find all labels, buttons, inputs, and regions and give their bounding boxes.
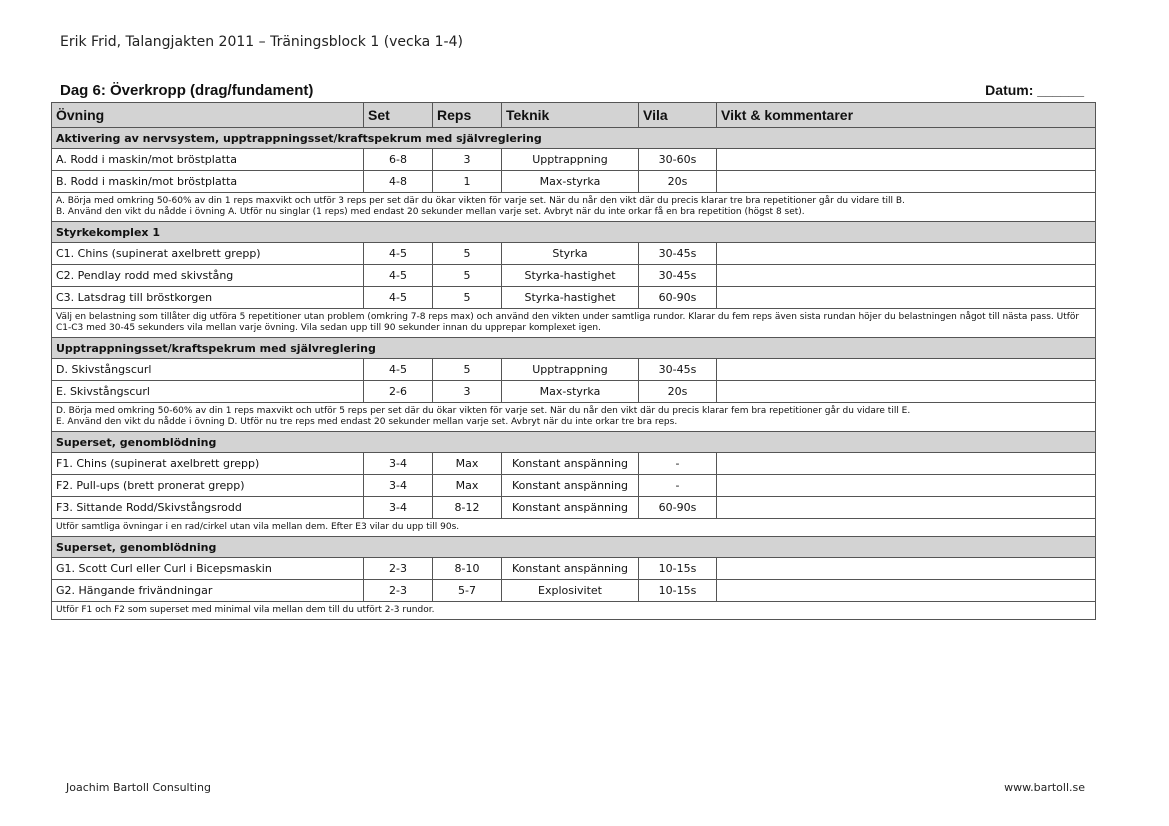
kommentar-cell	[717, 243, 1096, 265]
set-cell: 4-5	[364, 287, 433, 309]
exercise-name-cell: C3. Latsdrag till bröstkorgen	[52, 287, 364, 309]
exercise-name-cell: D. Skivstångscurl	[52, 359, 364, 381]
title-row	[60, 82, 1084, 102]
reps-cell: 5	[433, 287, 502, 309]
teknik-cell: Styrka-hastighet	[502, 265, 639, 287]
teknik-cell: Explosivitet	[502, 580, 639, 602]
reps-cell: 5-7	[433, 580, 502, 602]
section-title: Superset, genomblödning	[52, 432, 1096, 453]
exercise-name-cell: C1. Chins (supinerat axelbrett grepp)	[52, 243, 364, 265]
training-table	[51, 102, 1096, 620]
note-row	[52, 193, 1096, 222]
kommentar-cell	[717, 558, 1096, 580]
reps-cell: Max	[433, 453, 502, 475]
kommentar-cell	[717, 453, 1096, 475]
kommentar-cell	[717, 497, 1096, 519]
vila-cell: 20s	[639, 381, 717, 403]
reps-cell: 5	[433, 359, 502, 381]
column-header-reps: Reps	[433, 103, 502, 128]
date-field: Datum: ______	[985, 82, 1084, 98]
vila-cell: 10-15s	[639, 558, 717, 580]
set-cell: 4-5	[364, 359, 433, 381]
kommentar-cell	[717, 287, 1096, 309]
vila-cell: 60-90s	[639, 497, 717, 519]
section-title: Superset, genomblödning	[52, 537, 1096, 558]
page-title: Dag 6: Överkropp (drag/fundament)	[60, 82, 314, 99]
note-line: D. Börja med omkring 50-60% av din 1 reps maxvikt och utför 5 reps per set där du ökar vikten för varje set. När du når den vikt där du precis klarar fem bra repetitioner går du vidare till E.	[56, 406, 911, 416]
kommentar-cell	[717, 381, 1096, 403]
kommentar-cell	[717, 580, 1096, 602]
table-row	[52, 475, 1096, 497]
note-row	[52, 519, 1096, 537]
note-line: B. Använd den vikt du nådde i övning A. Utför nu singlar (1 reps) med endast 20 sekunder mellan varje set. Avbryt när du inte orkar få en bra repetition (högst 8 set).	[56, 207, 805, 217]
set-cell: 4-5	[364, 265, 433, 287]
teknik-cell: Max-styrka	[502, 171, 639, 193]
column-header-ovning: Övning	[52, 103, 364, 128]
vila-cell: 30-60s	[639, 149, 717, 171]
table-row	[52, 243, 1096, 265]
vila-cell: -	[639, 453, 717, 475]
set-cell: 4-8	[364, 171, 433, 193]
column-header-teknik: Teknik	[502, 103, 639, 128]
footer-company: Joachim Bartoll Consulting	[66, 781, 211, 794]
document-header: Erik Frid, Talangjakten 2011 – Träningsblock 1 (vecka 1-4)	[60, 34, 463, 50]
table-row	[52, 497, 1096, 519]
note-line: Utför samtliga övningar i en rad/cirkel utan vila mellan dem. Efter E3 vilar du upp till 90s.	[56, 522, 460, 532]
reps-cell: 3	[433, 149, 502, 171]
table-header-row	[52, 103, 1096, 128]
table-row	[52, 381, 1096, 403]
set-cell: 2-3	[364, 580, 433, 602]
set-cell: 3-4	[364, 497, 433, 519]
footer-website: www.bartoll.se	[1004, 781, 1085, 794]
teknik-cell: Konstant anspänning	[502, 475, 639, 497]
column-header-set: Set	[364, 103, 433, 128]
table-row	[52, 265, 1096, 287]
table-body	[52, 128, 1096, 620]
note-row	[52, 309, 1096, 338]
teknik-cell: Konstant anspänning	[502, 497, 639, 519]
vila-cell: 30-45s	[639, 243, 717, 265]
kommentar-cell	[717, 265, 1096, 287]
set-cell: 3-4	[364, 475, 433, 497]
reps-cell: 3	[433, 381, 502, 403]
teknik-cell: Upptrappning	[502, 359, 639, 381]
column-header-vikt-kommentarer: Vikt & kommentarer	[717, 103, 1096, 128]
table-row	[52, 359, 1096, 381]
section-title: Styrkekomplex 1	[52, 222, 1096, 243]
reps-cell: 8-12	[433, 497, 502, 519]
set-cell: 3-4	[364, 453, 433, 475]
set-cell: 2-6	[364, 381, 433, 403]
exercise-name-cell: A. Rodd i maskin/mot bröstplatta	[52, 149, 364, 171]
exercise-name-cell: C2. Pendlay rodd med skivstång	[52, 265, 364, 287]
table-row	[52, 453, 1096, 475]
set-cell: 4-5	[364, 243, 433, 265]
exercise-name-cell: E. Skivstångscurl	[52, 381, 364, 403]
section-header-row	[52, 537, 1096, 558]
teknik-cell: Styrka	[502, 243, 639, 265]
teknik-cell: Upptrappning	[502, 149, 639, 171]
section-title: Upptrappningsset/kraftspekrum med självreglering	[52, 338, 1096, 359]
vila-cell: 20s	[639, 171, 717, 193]
column-header-vila: Vila	[639, 103, 717, 128]
kommentar-cell	[717, 359, 1096, 381]
note-cell	[52, 602, 1096, 620]
reps-cell: 5	[433, 265, 502, 287]
reps-cell: 1	[433, 171, 502, 193]
set-cell: 6-8	[364, 149, 433, 171]
note-line: E. Använd den vikt du nådde i övning D. Utför nu tre reps med endast 20 sekunder mellan varje set. Avbryt när du inte orkar tre bra reps.	[56, 417, 678, 427]
set-cell: 2-3	[364, 558, 433, 580]
table-row	[52, 171, 1096, 193]
kommentar-cell	[717, 149, 1096, 171]
vila-cell: -	[639, 475, 717, 497]
vila-cell: 30-45s	[639, 265, 717, 287]
table-row	[52, 558, 1096, 580]
exercise-name-cell: G2. Hängande frivändningar	[52, 580, 364, 602]
vila-cell: 60-90s	[639, 287, 717, 309]
section-header-row	[52, 222, 1096, 243]
section-header-row	[52, 128, 1096, 149]
reps-cell: 5	[433, 243, 502, 265]
note-row	[52, 403, 1096, 432]
teknik-cell: Konstant anspänning	[502, 453, 639, 475]
exercise-name-cell: G1. Scott Curl eller Curl i Bicepsmaskin	[52, 558, 364, 580]
section-header-row	[52, 432, 1096, 453]
table-row	[52, 149, 1096, 171]
note-cell	[52, 309, 1096, 338]
table-row	[52, 287, 1096, 309]
teknik-cell: Styrka-hastighet	[502, 287, 639, 309]
vila-cell: 30-45s	[639, 359, 717, 381]
note-line: Utför F1 och F2 som superset med minimal vila mellan dem till du utfört 2-3 rundor.	[56, 605, 435, 615]
exercise-name-cell: B. Rodd i maskin/mot bröstplatta	[52, 171, 364, 193]
reps-cell: 8-10	[433, 558, 502, 580]
section-header-row	[52, 338, 1096, 359]
vila-cell: 10-15s	[639, 580, 717, 602]
teknik-cell: Konstant anspänning	[502, 558, 639, 580]
table-row	[52, 580, 1096, 602]
exercise-name-cell: F1. Chins (supinerat axelbrett grepp)	[52, 453, 364, 475]
note-cell	[52, 403, 1096, 432]
kommentar-cell	[717, 475, 1096, 497]
note-row	[52, 602, 1096, 620]
note-cell	[52, 519, 1096, 537]
note-line: A. Börja med omkring 50-60% av din 1 reps maxvikt och utför 3 reps per set där du ökar vikten för varje set. När du når den vikt där du precis klarar tre bra repetitioner går du vidare till B.	[56, 196, 905, 206]
exercise-name-cell: F2. Pull-ups (brett pronerat grepp)	[52, 475, 364, 497]
section-title: Aktivering av nervsystem, upptrappningsset/kraftspekrum med självreglering	[52, 128, 1096, 149]
note-line: Välj en belastning som tillåter dig utföra 5 repetitioner utan problem (omkring 7-8 reps max) och använd den vikten under samtliga rundor. Klarar du fem reps även sista rundan höjer du belastningen något till nästa pass. Utför C1-C3 med 30-45 sekunders vila mellan varje övning. Vila sedan upp till 90 sekunder innan du upprepar komplexet igen.	[56, 312, 1080, 333]
note-cell	[52, 193, 1096, 222]
reps-cell: Max	[433, 475, 502, 497]
exercise-name-cell: F3. Sittande Rodd/Skivstångsrodd	[52, 497, 364, 519]
kommentar-cell	[717, 171, 1096, 193]
teknik-cell: Max-styrka	[502, 381, 639, 403]
